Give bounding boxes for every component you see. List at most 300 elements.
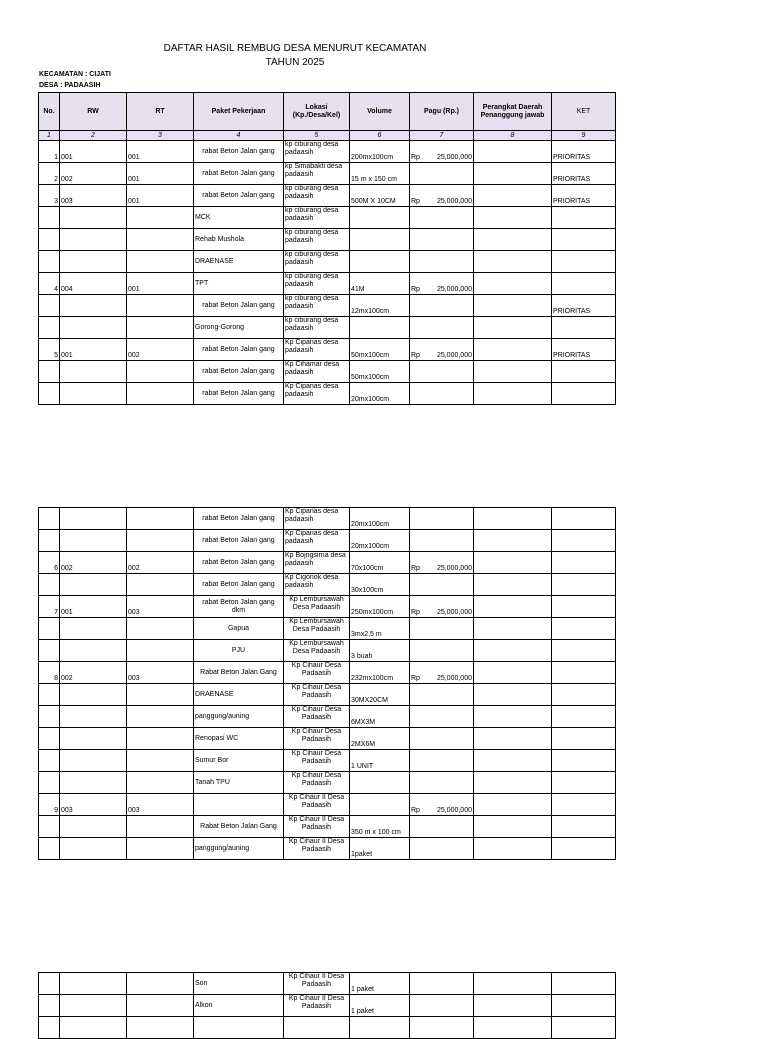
volume-cell: 1 paket xyxy=(350,973,410,995)
column-number: 1 xyxy=(39,131,60,141)
lokasi-cell: Kp Cihaur Desa Padaasih xyxy=(284,706,350,728)
rw-cell xyxy=(60,251,127,273)
table-row xyxy=(39,339,616,361)
pagu-amount: 25,000,000 xyxy=(436,675,472,682)
ket-cell: PRIORITAS xyxy=(552,295,616,317)
lokasi-cell: kp ciburang desa padaasih xyxy=(284,141,350,163)
pagu-amount: 25,000,000 xyxy=(436,154,472,161)
rw-cell xyxy=(60,750,127,772)
table-row xyxy=(39,816,616,838)
volume-cell xyxy=(350,229,410,251)
header-ket: KET xyxy=(552,93,616,131)
table-page-1 xyxy=(38,92,616,405)
table-body xyxy=(39,973,616,1039)
lokasi-cell: Kp Lembursawah Desa Padaasih xyxy=(284,640,350,662)
paket-cell: rabat Beton Jalan gang xyxy=(194,185,284,207)
perangkat-cell xyxy=(474,141,552,163)
lokasi-cell: Kp Cihaur Desa Padaasih xyxy=(284,662,350,684)
rt-cell xyxy=(127,317,194,339)
ket-cell xyxy=(552,618,616,640)
pagu-cell xyxy=(410,618,474,640)
perangkat-cell xyxy=(474,574,552,596)
no-cell: 8 xyxy=(39,662,60,684)
perangkat-cell xyxy=(474,207,552,229)
no-cell xyxy=(39,1017,60,1039)
no-cell: 5 xyxy=(39,339,60,361)
rt-cell xyxy=(127,383,194,405)
rw-cell xyxy=(60,361,127,383)
no-cell xyxy=(39,838,60,860)
table-row xyxy=(39,838,616,860)
header-pagu: Pagu (Rp.) xyxy=(410,93,474,131)
pagu-cell xyxy=(410,383,474,405)
lokasi-cell: kp ciburang desa padaasih xyxy=(284,317,350,339)
table-page-2 xyxy=(38,507,616,860)
currency-label: Rp xyxy=(411,609,420,616)
paket-cell: DRAENASE xyxy=(194,251,284,273)
table-row xyxy=(39,596,616,618)
table-row xyxy=(39,229,616,251)
no-cell xyxy=(39,750,60,772)
ket-cell: PRIORITAS xyxy=(552,163,616,185)
no-cell: 9 xyxy=(39,794,60,816)
rt-cell xyxy=(127,618,194,640)
rw-cell: 001 xyxy=(60,141,127,163)
table-row xyxy=(39,794,616,816)
table-row xyxy=(39,706,616,728)
perangkat-cell xyxy=(474,838,552,860)
pagu-cell xyxy=(410,816,474,838)
pagu-cell xyxy=(410,706,474,728)
lokasi-cell: kp ciburang desa padaasih xyxy=(284,251,350,273)
paket-cell: DRAENASE xyxy=(194,684,284,706)
rw-cell xyxy=(60,973,127,995)
perangkat-cell xyxy=(474,684,552,706)
currency-label: Rp xyxy=(411,352,420,359)
rw-cell: 003 xyxy=(60,794,127,816)
ket-cell xyxy=(552,728,616,750)
pagu-cell xyxy=(410,750,474,772)
ket-cell xyxy=(552,750,616,772)
perangkat-cell xyxy=(474,706,552,728)
rw-cell xyxy=(60,317,127,339)
header-rt: RT xyxy=(127,93,194,131)
lokasi-cell: Kp Cihaur Desa Padaasih xyxy=(284,772,350,794)
table-row xyxy=(39,973,616,995)
paket-cell: Rabat Beton Jalan Gang xyxy=(194,662,284,684)
rt-cell xyxy=(127,838,194,860)
table-row xyxy=(39,207,616,229)
pagu-cell xyxy=(410,141,474,163)
rw-cell xyxy=(60,295,127,317)
perangkat-cell xyxy=(474,163,552,185)
paket-cell: rabat Beton Jalan gang xyxy=(194,339,284,361)
paket-cell: rabat Beton Jalan gang xyxy=(194,141,284,163)
volume-cell: 20mx100cm xyxy=(350,383,410,405)
lokasi-cell: kp ciburang desa padaasih xyxy=(284,295,350,317)
lokasi-cell: kp ciburang desa padaasih xyxy=(284,207,350,229)
no-cell: 6 xyxy=(39,552,60,574)
table-row xyxy=(39,508,616,530)
pagu-cell xyxy=(410,973,474,995)
no-cell xyxy=(39,251,60,273)
volume-cell xyxy=(350,794,410,816)
rw-cell: 004 xyxy=(60,273,127,295)
rt-cell xyxy=(127,706,194,728)
pagu-cell xyxy=(410,317,474,339)
rw-cell: 002 xyxy=(60,662,127,684)
ket-cell xyxy=(552,574,616,596)
pagu-amount: 25,000,000 xyxy=(436,609,472,616)
no-cell xyxy=(39,706,60,728)
perangkat-cell xyxy=(474,973,552,995)
no-cell: 4 xyxy=(39,273,60,295)
rw-cell xyxy=(60,728,127,750)
table-row xyxy=(39,141,616,163)
rw-cell xyxy=(60,618,127,640)
pagu-amount: 25,000,000 xyxy=(436,565,472,572)
ket-cell xyxy=(552,508,616,530)
no-cell: 3 xyxy=(39,185,60,207)
column-number: 2 xyxy=(60,131,127,141)
header-lokasi: Lokasi (Kp./Desa/Kel) xyxy=(284,93,350,131)
column-number: 3 xyxy=(127,131,194,141)
table-row xyxy=(39,361,616,383)
rt-cell: 001 xyxy=(127,185,194,207)
paket-cell: rabat Beton Jalan gang xyxy=(194,508,284,530)
pagu-cell xyxy=(410,838,474,860)
pagu-cell xyxy=(410,772,474,794)
pagu-cell xyxy=(410,251,474,273)
perangkat-cell xyxy=(474,185,552,207)
no-cell xyxy=(39,508,60,530)
volume-cell: 20mx100cm xyxy=(350,508,410,530)
pagu-amount: 25,000,000 xyxy=(436,352,472,359)
lokasi-cell: Kp Lembursawah Desa Padaasih xyxy=(284,618,350,640)
ket-cell xyxy=(552,229,616,251)
no-cell: 1 xyxy=(39,141,60,163)
rt-cell xyxy=(127,207,194,229)
volume-cell: 30x100cm xyxy=(350,574,410,596)
pagu-cell xyxy=(410,339,474,361)
volume-cell: 1 paket xyxy=(350,995,410,1017)
volume-cell xyxy=(350,251,410,273)
paket-cell: rabat Beton Jalan gang dkm xyxy=(194,596,284,618)
perangkat-cell xyxy=(474,596,552,618)
rt-cell xyxy=(127,1017,194,1039)
ket-cell: PRIORITAS xyxy=(552,185,616,207)
no-cell xyxy=(39,383,60,405)
currency-label: Rp xyxy=(411,675,420,682)
ket-cell xyxy=(552,552,616,574)
volume-cell: 6MX3M xyxy=(350,706,410,728)
perangkat-cell xyxy=(474,1017,552,1039)
perangkat-cell xyxy=(474,229,552,251)
volume-cell: 70x100cm xyxy=(350,552,410,574)
paket-cell: rabat Beton Jalan gang xyxy=(194,552,284,574)
paket-cell: rabat Beton Jalan gang xyxy=(194,383,284,405)
volume-cell: 30MX20CM xyxy=(350,684,410,706)
pagu-cell xyxy=(410,640,474,662)
table-row xyxy=(39,995,616,1017)
volume-cell: 41M xyxy=(350,273,410,295)
lokasi-cell: Kp Cigonok desa padaasih xyxy=(284,574,350,596)
rw-cell xyxy=(60,684,127,706)
perangkat-cell xyxy=(474,794,552,816)
perangkat-cell xyxy=(474,361,552,383)
rt-cell xyxy=(127,229,194,251)
pagu-cell xyxy=(410,508,474,530)
perangkat-cell xyxy=(474,552,552,574)
ket-cell xyxy=(552,596,616,618)
pagu-cell xyxy=(410,728,474,750)
pagu-cell xyxy=(410,794,474,816)
volume-cell: 200mx100cm xyxy=(350,141,410,163)
rw-cell xyxy=(60,383,127,405)
no-cell xyxy=(39,640,60,662)
lokasi-cell: Kp Cihaur Desa Padaasih xyxy=(284,728,350,750)
rt-cell xyxy=(127,995,194,1017)
column-number: 8 xyxy=(474,131,552,141)
volume-cell: 15 m x 150 cm xyxy=(350,163,410,185)
table-row xyxy=(39,662,616,684)
rt-cell xyxy=(127,251,194,273)
paket-cell: rabat Beton Jalan gang xyxy=(194,361,284,383)
paket-cell: Rabat Beton Jalan Gang xyxy=(194,816,284,838)
rt-cell xyxy=(127,361,194,383)
volume-cell: 250mx100cm xyxy=(350,596,410,618)
table-body xyxy=(39,508,616,860)
table-row xyxy=(39,273,616,295)
ket-cell xyxy=(552,684,616,706)
paket-cell: Rehab Mushola xyxy=(194,229,284,251)
ket-cell xyxy=(552,251,616,273)
table-row xyxy=(39,383,616,405)
rw-cell xyxy=(60,995,127,1017)
ket-cell xyxy=(552,273,616,295)
table-row xyxy=(39,552,616,574)
no-cell xyxy=(39,728,60,750)
ket-cell xyxy=(552,995,616,1017)
paket-cell: Renopasi WC xyxy=(194,728,284,750)
rw-cell: 001 xyxy=(60,339,127,361)
paket-cell: panggung/auning xyxy=(194,838,284,860)
no-cell: 7 xyxy=(39,596,60,618)
rt-cell xyxy=(127,640,194,662)
pagu-amount: 25,000,000 xyxy=(436,198,472,205)
no-cell xyxy=(39,684,60,706)
currency-label: Rp xyxy=(411,198,420,205)
no-cell: 2 xyxy=(39,163,60,185)
perangkat-cell xyxy=(474,640,552,662)
lokasi-cell: Kp Cipanas desa padaasih xyxy=(284,383,350,405)
document-year: TAHUN 2025 xyxy=(265,57,325,68)
lokasi-cell: Kp Cihamar desa padaasih xyxy=(284,361,350,383)
perangkat-cell xyxy=(474,383,552,405)
rt-cell xyxy=(127,295,194,317)
rw-cell xyxy=(60,706,127,728)
rt-cell xyxy=(127,750,194,772)
lokasi-cell: Kp Cihaur Desa Padaasih xyxy=(284,684,350,706)
header-paket: Paket Pekerjaan xyxy=(194,93,284,131)
paket-cell: Tanah TPU xyxy=(194,772,284,794)
perangkat-cell xyxy=(474,995,552,1017)
volume-cell: 50mx100cm xyxy=(350,339,410,361)
paket-cell: Gapua xyxy=(194,618,284,640)
ket-cell xyxy=(552,530,616,552)
paket-cell: Son xyxy=(194,973,284,995)
ket-cell xyxy=(552,640,616,662)
ket-cell xyxy=(552,662,616,684)
paket-cell: Gorong-Gorong xyxy=(194,317,284,339)
header-no: No. xyxy=(39,93,60,131)
no-cell xyxy=(39,816,60,838)
paket-cell: panggung/auning xyxy=(194,706,284,728)
rt-cell: 002 xyxy=(127,339,194,361)
ket-cell xyxy=(552,838,616,860)
paket-cell: Alkon xyxy=(194,995,284,1017)
volume-cell xyxy=(350,772,410,794)
table-row xyxy=(39,317,616,339)
rw-cell xyxy=(60,574,127,596)
volume-cell: 3 buah xyxy=(350,640,410,662)
rt-cell: 001 xyxy=(127,163,194,185)
perangkat-cell xyxy=(474,273,552,295)
volume-cell: 50mx100cm xyxy=(350,361,410,383)
pagu-cell xyxy=(410,552,474,574)
table-row xyxy=(39,750,616,772)
pagu-amount: 25,000,000 xyxy=(436,807,472,814)
ket-cell xyxy=(552,1017,616,1039)
table-row xyxy=(39,163,616,185)
ket-cell: PRIORITAS xyxy=(552,141,616,163)
table-row xyxy=(39,1017,616,1039)
ket-cell xyxy=(552,794,616,816)
table-row xyxy=(39,574,616,596)
table-body xyxy=(39,141,616,405)
column-number: 5 xyxy=(284,131,350,141)
lokasi-cell: Kp Cihaur II Desa Padaasih xyxy=(284,838,350,860)
paket-cell: rabat Beton Jalan gang xyxy=(194,163,284,185)
rw-cell: 002 xyxy=(60,552,127,574)
paket-cell: rabat Beton Jalan gang xyxy=(194,530,284,552)
no-cell xyxy=(39,207,60,229)
table-row xyxy=(39,728,616,750)
header-volume: Volume xyxy=(350,93,410,131)
paket-cell: TPT xyxy=(194,273,284,295)
desa-label: DESA : PADAASIH xyxy=(39,82,101,89)
no-cell xyxy=(39,574,60,596)
table-row xyxy=(39,530,616,552)
lokasi-cell: kp ciburang desa padaasih xyxy=(284,273,350,295)
rt-cell xyxy=(127,508,194,530)
perangkat-cell xyxy=(474,618,552,640)
perangkat-cell xyxy=(474,339,552,361)
column-number: 4 xyxy=(194,131,284,141)
pagu-amount: 25,000,000 xyxy=(436,286,472,293)
paket-cell xyxy=(194,794,284,816)
pagu-cell xyxy=(410,995,474,1017)
rt-cell: 003 xyxy=(127,794,194,816)
rt-cell xyxy=(127,973,194,995)
perangkat-cell xyxy=(474,662,552,684)
lokasi-cell: Kp Cihaur Desa Padaasih xyxy=(284,750,350,772)
perangkat-cell xyxy=(474,750,552,772)
rw-cell xyxy=(60,816,127,838)
lokasi-cell: Kp Cihaur II Desa Padaasih xyxy=(284,794,350,816)
pagu-cell xyxy=(410,273,474,295)
paket-cell: rabat Beton Jalan gang xyxy=(194,295,284,317)
ket-cell xyxy=(552,383,616,405)
rt-cell: 003 xyxy=(127,596,194,618)
paket-cell: MCK xyxy=(194,207,284,229)
perangkat-cell xyxy=(474,728,552,750)
pagu-cell xyxy=(410,295,474,317)
rw-cell xyxy=(60,1017,127,1039)
column-number: 7 xyxy=(410,131,474,141)
rw-cell xyxy=(60,640,127,662)
rw-cell: 002 xyxy=(60,163,127,185)
rt-cell: 001 xyxy=(127,141,194,163)
perangkat-cell xyxy=(474,317,552,339)
lokasi-cell: kp Simabakti desa padaasih xyxy=(284,163,350,185)
rw-cell xyxy=(60,772,127,794)
rt-cell: 002 xyxy=(127,552,194,574)
rw-cell xyxy=(60,838,127,860)
rw-cell xyxy=(60,207,127,229)
rt-cell xyxy=(127,728,194,750)
table-page-3 xyxy=(38,972,616,1039)
pagu-cell xyxy=(410,662,474,684)
lokasi-cell: kp ciburang desa padaasih xyxy=(284,185,350,207)
paket-cell: Sumur Bor xyxy=(194,750,284,772)
no-cell xyxy=(39,295,60,317)
lokasi-cell: Kp Cihaur II Desa Padaasih xyxy=(284,995,350,1017)
volume-cell: 12mx100cm xyxy=(350,295,410,317)
kecamatan-label: KECAMATAN : CIJATI xyxy=(39,71,111,78)
rt-cell xyxy=(127,530,194,552)
no-cell xyxy=(39,618,60,640)
ket-cell xyxy=(552,361,616,383)
table-row xyxy=(39,684,616,706)
rt-cell xyxy=(127,574,194,596)
volume-cell xyxy=(350,207,410,229)
ket-cell xyxy=(552,207,616,229)
currency-label: Rp xyxy=(411,154,420,161)
perangkat-cell xyxy=(474,295,552,317)
pagu-cell xyxy=(410,361,474,383)
lokasi-cell: Kp Cipanas desa padaasih xyxy=(284,339,350,361)
lokasi-cell: Kp Cipanas desa padaasih xyxy=(284,508,350,530)
pagu-cell xyxy=(410,229,474,251)
volume-cell: 1 UNIT xyxy=(350,750,410,772)
pagu-cell xyxy=(410,574,474,596)
perangkat-cell xyxy=(474,251,552,273)
no-cell xyxy=(39,995,60,1017)
pagu-cell xyxy=(410,163,474,185)
table-row xyxy=(39,295,616,317)
rw-cell: 001 xyxy=(60,596,127,618)
lokasi-cell xyxy=(284,1017,350,1039)
paket-cell: PJU xyxy=(194,640,284,662)
perangkat-cell xyxy=(474,508,552,530)
no-cell xyxy=(39,229,60,251)
volume-cell: 350 m x 100 cm xyxy=(350,816,410,838)
volume-cell: 2MX6M xyxy=(350,728,410,750)
currency-label: Rp xyxy=(411,286,420,293)
volume-cell: 500M X 10CM xyxy=(350,185,410,207)
no-cell xyxy=(39,973,60,995)
